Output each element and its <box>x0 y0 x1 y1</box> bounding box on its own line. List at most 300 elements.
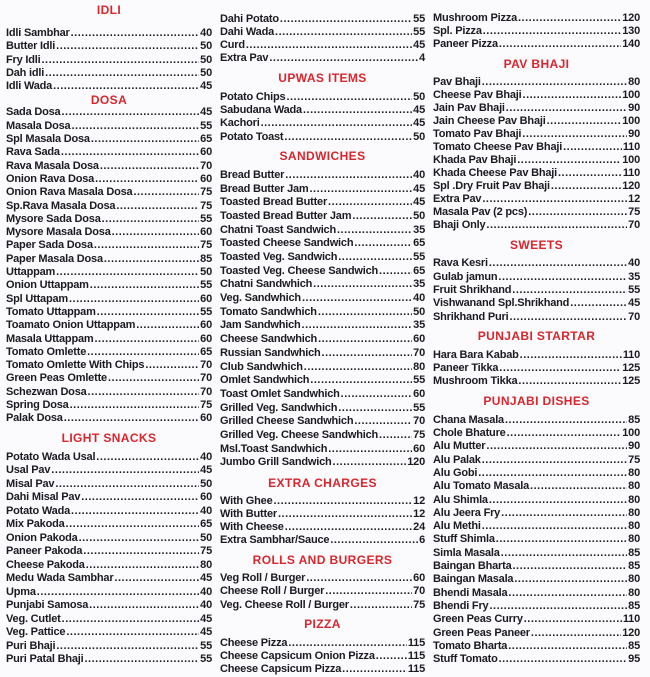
menu-item <box>220 663 425 676</box>
item-price: 70 <box>413 585 425 598</box>
item-price: 70 <box>200 159 212 172</box>
menu-item <box>6 532 212 546</box>
dot-leader <box>530 480 627 493</box>
dot-leader <box>112 226 200 239</box>
dot-leader <box>88 386 200 399</box>
section-heading: UPWAS ITEMS <box>278 71 367 86</box>
item-price: 110 <box>622 613 640 626</box>
menu-item <box>6 173 212 186</box>
dot-leader <box>512 284 627 297</box>
dot-leader <box>274 495 413 508</box>
item-price: 120 <box>622 626 640 639</box>
item-name: Extra Pav <box>433 193 482 206</box>
item-price: 55 <box>200 212 212 225</box>
item-name: Toasted Bread Butter Jam <box>220 209 352 222</box>
item-price: 60 <box>200 412 212 425</box>
item-price: 70 <box>413 415 425 428</box>
menu-item <box>6 613 212 627</box>
item-name: Usal Pav <box>6 464 51 477</box>
item-price: 45 <box>200 612 212 625</box>
item-price: 55 <box>413 374 425 387</box>
menu-column-2 <box>220 0 425 677</box>
dot-leader <box>269 52 418 65</box>
dot-leader <box>518 375 621 388</box>
item-name: Misal Pav <box>6 477 55 490</box>
dot-leader <box>81 491 199 505</box>
dot-leader <box>51 464 199 478</box>
dot-leader <box>108 372 199 385</box>
menu-item <box>6 67 212 80</box>
dot-leader <box>285 169 412 183</box>
item-price: 80 <box>628 76 640 89</box>
item-name: Khada Cheese Pav Bhaji <box>433 167 557 180</box>
item-name: Green Peas Curry <box>433 613 523 626</box>
menu-item <box>220 361 425 375</box>
menu-item <box>433 494 640 507</box>
dot-leader <box>330 534 418 547</box>
menu-item <box>6 27 212 40</box>
item-price: 120 <box>622 180 640 193</box>
menu-item <box>433 257 640 270</box>
item-price: 90 <box>628 440 640 453</box>
item-name: With Cheese <box>220 521 284 533</box>
menu-item <box>220 117 425 130</box>
menu-item <box>6 412 212 425</box>
dot-leader <box>489 600 627 613</box>
item-name: Green Peas Paneer <box>433 626 530 639</box>
menu-item <box>6 386 212 399</box>
menu-item <box>433 271 640 284</box>
dot-leader <box>64 412 199 425</box>
menu-item <box>433 480 640 493</box>
item-name: Grilled Cheese Sandwhich <box>220 415 354 428</box>
item-price: 70 <box>200 359 212 372</box>
menu-section-punjabi-dishes <box>433 389 640 667</box>
item-name: Cheese Capsicum Pizza <box>220 663 342 676</box>
dot-leader <box>524 613 622 626</box>
item-name: Onion Pakoda <box>6 531 78 544</box>
menu-item <box>6 54 212 67</box>
item-name: Alu Methi <box>433 520 481 533</box>
item-price: 45 <box>413 39 425 52</box>
menu-item <box>220 169 425 183</box>
menu-item <box>220 650 425 663</box>
item-price: 70 <box>413 346 425 359</box>
menu-item <box>433 311 640 324</box>
dot-leader <box>310 374 412 388</box>
item-name: Toasted Veg. Sandwich <box>220 251 338 263</box>
item-name: Puri Bhaji <box>6 639 56 652</box>
item-price: 65 <box>413 264 425 277</box>
menu-item <box>433 560 640 573</box>
item-name: Onion Rava Dosa <box>6 172 95 185</box>
menu-item <box>6 491 212 505</box>
dot-leader <box>478 467 627 480</box>
dot-leader <box>507 427 622 440</box>
dot-leader <box>352 210 412 224</box>
item-name: Paper Masala Dosa <box>6 252 103 265</box>
dot-leader <box>313 278 412 292</box>
dot-leader <box>278 508 412 521</box>
item-name: Masala Dosa <box>6 119 71 132</box>
item-price: 65 <box>413 237 425 250</box>
item-name: Spl .Dry Fruit Pav Bhaji <box>433 180 550 193</box>
dot-leader <box>286 91 412 104</box>
dot-leader <box>61 146 199 159</box>
dot-leader <box>483 25 621 38</box>
menu-item <box>433 627 640 640</box>
menu-item <box>220 443 425 457</box>
menu-item <box>6 451 212 465</box>
item-price: 140 <box>622 38 640 51</box>
dot-leader <box>91 133 199 146</box>
item-name: Sp.Rava Masala Dosa <box>6 199 116 212</box>
menu-item <box>220 572 425 585</box>
item-price: 75 <box>200 239 212 252</box>
menu-item <box>220 637 425 650</box>
menu-item <box>433 640 640 653</box>
dot-leader <box>570 297 627 310</box>
item-name: Uttappam <box>6 266 56 279</box>
menu-item <box>433 427 640 440</box>
menu-item <box>220 521 425 534</box>
menu-item <box>6 359 212 372</box>
item-name: Bhendi Fry <box>433 599 489 612</box>
item-price: 120 <box>622 11 640 24</box>
item-name: Punjabi Samosa <box>6 599 89 612</box>
item-name: Idli Wada <box>6 80 53 93</box>
menu-item <box>433 533 640 546</box>
item-name: Paneer Pakoda <box>6 545 83 558</box>
item-price: 45 <box>200 80 212 93</box>
item-price: 4 <box>419 52 425 65</box>
dot-leader <box>288 637 407 650</box>
menu-item <box>6 80 212 93</box>
menu-item <box>6 279 212 292</box>
menu-item <box>6 120 212 133</box>
item-name: Spl Uttapam <box>6 292 68 305</box>
item-name: Chatni Toast Sandwich <box>220 223 336 236</box>
menu-item <box>220 374 425 388</box>
item-price: 35 <box>413 223 425 236</box>
item-name: Dah idli <box>6 66 45 79</box>
section-heading: PIZZA <box>304 617 341 632</box>
menu-item <box>433 141 640 154</box>
dot-leader <box>97 306 199 319</box>
dot-leader <box>87 346 199 359</box>
dot-leader <box>66 518 200 532</box>
item-name: Hara Bara Kabab <box>433 348 519 361</box>
item-price: 65 <box>200 518 212 531</box>
dot-leader <box>275 26 412 39</box>
item-name: Puri Patal Bhaji <box>6 653 84 666</box>
menu-item <box>433 520 640 533</box>
dot-leader <box>302 292 412 306</box>
menu-section-continued <box>433 12 640 52</box>
item-price: 12 <box>628 193 640 206</box>
item-name: Toast Omlet Sandwhich <box>220 387 340 400</box>
dot-leader <box>486 219 627 232</box>
item-name: Mix Pakoda <box>6 518 65 531</box>
menu-item <box>6 239 212 252</box>
menu-item <box>220 388 425 402</box>
item-price: 45 <box>413 117 425 130</box>
item-price: 80 <box>628 573 640 586</box>
item-name: Stuff Shimla <box>433 533 495 546</box>
item-price: 55 <box>413 25 425 38</box>
item-price: 110 <box>622 167 640 180</box>
dot-leader <box>551 180 621 193</box>
dot-leader <box>501 547 627 560</box>
item-price: 60 <box>200 491 212 504</box>
menu-item <box>220 415 425 429</box>
item-price: 110 <box>622 141 640 154</box>
menu-item <box>6 160 212 173</box>
dot-leader <box>303 104 412 117</box>
menu-item <box>6 586 212 600</box>
item-name: Curd <box>220 39 245 52</box>
dot-leader <box>354 415 412 429</box>
item-price: 70 <box>200 385 212 398</box>
dot-leader <box>246 39 412 52</box>
item-name: Dahi Potato <box>220 12 279 25</box>
item-name: Extra Pav <box>220 52 269 65</box>
item-price: 70 <box>200 372 212 385</box>
item-name: Dahi Misal Pav <box>6 491 81 504</box>
item-name: Kachori <box>220 117 260 130</box>
item-name: Tomato Omlette <box>6 345 87 358</box>
dot-leader <box>482 454 627 467</box>
section-heading: SANDWICHES <box>279 149 366 164</box>
item-price: 60 <box>413 442 425 455</box>
item-price: 120 <box>407 456 425 469</box>
item-price: 100 <box>622 427 640 440</box>
dot-leader <box>261 117 413 130</box>
menu-item <box>6 186 212 199</box>
item-name: Cheese Capsicum Onion Pizza <box>220 650 375 663</box>
menu-item <box>6 545 212 559</box>
item-name: Vishwanand Spl.Shrikhand <box>433 297 570 310</box>
menu-item <box>220 91 425 104</box>
item-price: 125 <box>622 362 640 375</box>
item-price: 45 <box>200 464 212 477</box>
menu-item <box>220 278 425 292</box>
item-price: 75 <box>200 545 212 558</box>
menu-item <box>220 13 425 26</box>
dot-leader <box>499 362 621 375</box>
item-price: 100 <box>622 154 640 167</box>
menu-column-1 <box>6 0 212 667</box>
dot-leader <box>498 271 627 284</box>
menu-item <box>220 183 425 197</box>
item-name: Alu Shimla <box>433 493 488 506</box>
item-name: Mushroom Pizza <box>433 11 517 24</box>
menu-section-extra-charges <box>220 470 425 547</box>
item-name: Upma <box>6 585 36 598</box>
dot-leader <box>285 521 412 534</box>
item-name: Dahi Wada <box>220 25 275 38</box>
item-price: 60 <box>200 319 212 332</box>
item-name: Butter Idli <box>6 40 56 53</box>
dot-leader <box>518 12 621 25</box>
item-price: 75 <box>628 453 640 466</box>
item-price: 40 <box>200 585 212 598</box>
section-heading: PUNJABI DISHES <box>483 394 590 409</box>
section-heading: DOSA <box>90 92 128 107</box>
menu-item <box>433 547 640 560</box>
item-name: Potato Wada Usal <box>6 450 96 463</box>
menu-section-pav-bhaji <box>433 51 640 232</box>
item-price: 115 <box>407 650 425 663</box>
item-price: 50 <box>413 305 425 318</box>
menu-item <box>433 284 640 297</box>
item-price: 60 <box>413 333 425 346</box>
item-name: Alu Tomato Masala <box>433 480 530 493</box>
item-price: 45 <box>200 572 212 585</box>
dot-leader <box>333 456 407 470</box>
dot-leader <box>310 183 413 197</box>
dot-leader <box>486 440 627 453</box>
item-name: Alu Mutter <box>433 440 486 453</box>
menu-item <box>433 206 640 219</box>
dot-leader <box>508 587 627 600</box>
dot-leader <box>513 560 628 573</box>
item-price: 85 <box>628 546 640 559</box>
item-name: Omlet Sandwhich <box>220 374 310 387</box>
item-price: 85 <box>628 639 640 652</box>
menu-item <box>6 464 212 478</box>
item-price: 50 <box>200 531 212 544</box>
dot-leader <box>53 80 199 93</box>
item-name: Tomato Sandwhich <box>220 305 317 318</box>
dot-leader <box>338 402 412 416</box>
item-price: 55 <box>200 653 212 666</box>
item-price: 130 <box>622 24 640 37</box>
dot-leader <box>522 128 627 141</box>
item-price: 85 <box>628 413 640 426</box>
dot-leader <box>328 443 412 457</box>
item-price: 60 <box>200 146 212 159</box>
menu-item <box>6 372 212 385</box>
item-name: Chana Masala <box>433 413 504 426</box>
item-name: Cheese Sandwhich <box>220 333 318 346</box>
item-name: Paneer Tikka <box>433 362 499 375</box>
item-price: 45 <box>413 182 425 195</box>
menu-item <box>6 559 212 573</box>
menu-item <box>220 599 425 612</box>
item-name: Onion Uttappam <box>6 279 89 292</box>
menu-item <box>220 251 425 265</box>
dot-leader <box>482 76 627 89</box>
item-price: 50 <box>413 209 425 222</box>
item-price: 55 <box>413 401 425 414</box>
item-name: Toasted Veg. Cheese Sandwich <box>220 264 379 277</box>
dot-leader <box>94 333 199 346</box>
item-price: 50 <box>200 66 212 79</box>
item-price: 55 <box>200 639 212 652</box>
dot-leader <box>85 653 200 667</box>
item-price: 45 <box>413 103 425 116</box>
section-heading: EXTRA CHARGES <box>268 475 377 490</box>
dot-leader <box>517 154 621 167</box>
dot-leader <box>482 520 627 533</box>
item-name: Veg Roll / Burger <box>220 572 306 584</box>
dot-leader <box>114 572 199 586</box>
item-name: Jain Pav Bhaji <box>433 102 505 115</box>
dot-leader <box>86 559 199 573</box>
item-price: 95 <box>628 653 640 666</box>
dot-leader <box>96 451 199 465</box>
dot-leader <box>69 293 199 306</box>
dot-leader <box>306 572 412 585</box>
item-name: Spring Dosa <box>6 399 69 412</box>
menu-item <box>220 265 425 279</box>
menu-item <box>6 293 212 306</box>
menu-item <box>6 106 212 119</box>
dot-leader <box>547 115 622 128</box>
item-name: Veg. Pattice <box>6 626 66 639</box>
menu-item <box>433 76 640 89</box>
item-price: 100 <box>622 89 640 102</box>
menu-section-dosa <box>6 93 212 425</box>
item-name: Alu Jeera Fry <box>433 506 501 519</box>
menu-section-idli <box>6 0 212 93</box>
item-price: 85 <box>628 560 640 573</box>
item-name: Msl.Toast Sandwhich <box>220 442 328 455</box>
item-name: Paneer Pizza <box>433 38 498 51</box>
menu-item <box>220 26 425 39</box>
item-price: 125 <box>622 375 640 388</box>
item-price: 35 <box>413 319 425 332</box>
menu-item <box>433 115 640 128</box>
menu-item <box>433 38 640 51</box>
menu-item <box>433 600 640 613</box>
dot-leader <box>66 626 199 640</box>
dot-leader <box>531 627 621 640</box>
item-name: Alu Gobi <box>433 466 478 479</box>
dot-leader <box>136 319 199 332</box>
menu-item <box>220 456 425 470</box>
menu-item <box>433 167 640 180</box>
menu-item <box>433 362 640 375</box>
dot-leader <box>56 266 199 279</box>
item-name: Rava Sada <box>6 146 60 159</box>
dot-leader <box>342 663 407 676</box>
item-name: Palak Dosa <box>6 412 63 425</box>
item-name: Tomato Omlette With Chips <box>6 359 145 372</box>
dot-leader <box>45 67 199 80</box>
menu-item <box>220 224 425 238</box>
item-name: Fry Idli <box>6 53 41 66</box>
menu-item <box>433 653 640 666</box>
item-name: Cheese Pakoda <box>6 558 85 571</box>
item-price: 75 <box>200 186 212 199</box>
item-price: 50 <box>200 53 212 66</box>
item-name: Veg. Cutlet <box>6 612 61 625</box>
dot-leader <box>482 193 627 206</box>
menu-item <box>433 89 640 102</box>
item-price: 50 <box>200 266 212 279</box>
item-name: Bread Butter Jam <box>220 182 309 195</box>
item-name: Mysore Sada Dosa <box>6 212 101 225</box>
dot-leader <box>528 206 627 219</box>
item-name: Khada Pav Bhaji <box>433 154 517 167</box>
menu-item <box>433 454 640 467</box>
item-name: Baingan Bharta <box>433 560 512 573</box>
menu-item <box>220 585 425 598</box>
dot-leader <box>104 253 199 266</box>
item-name: Sada Dosa <box>6 106 61 119</box>
